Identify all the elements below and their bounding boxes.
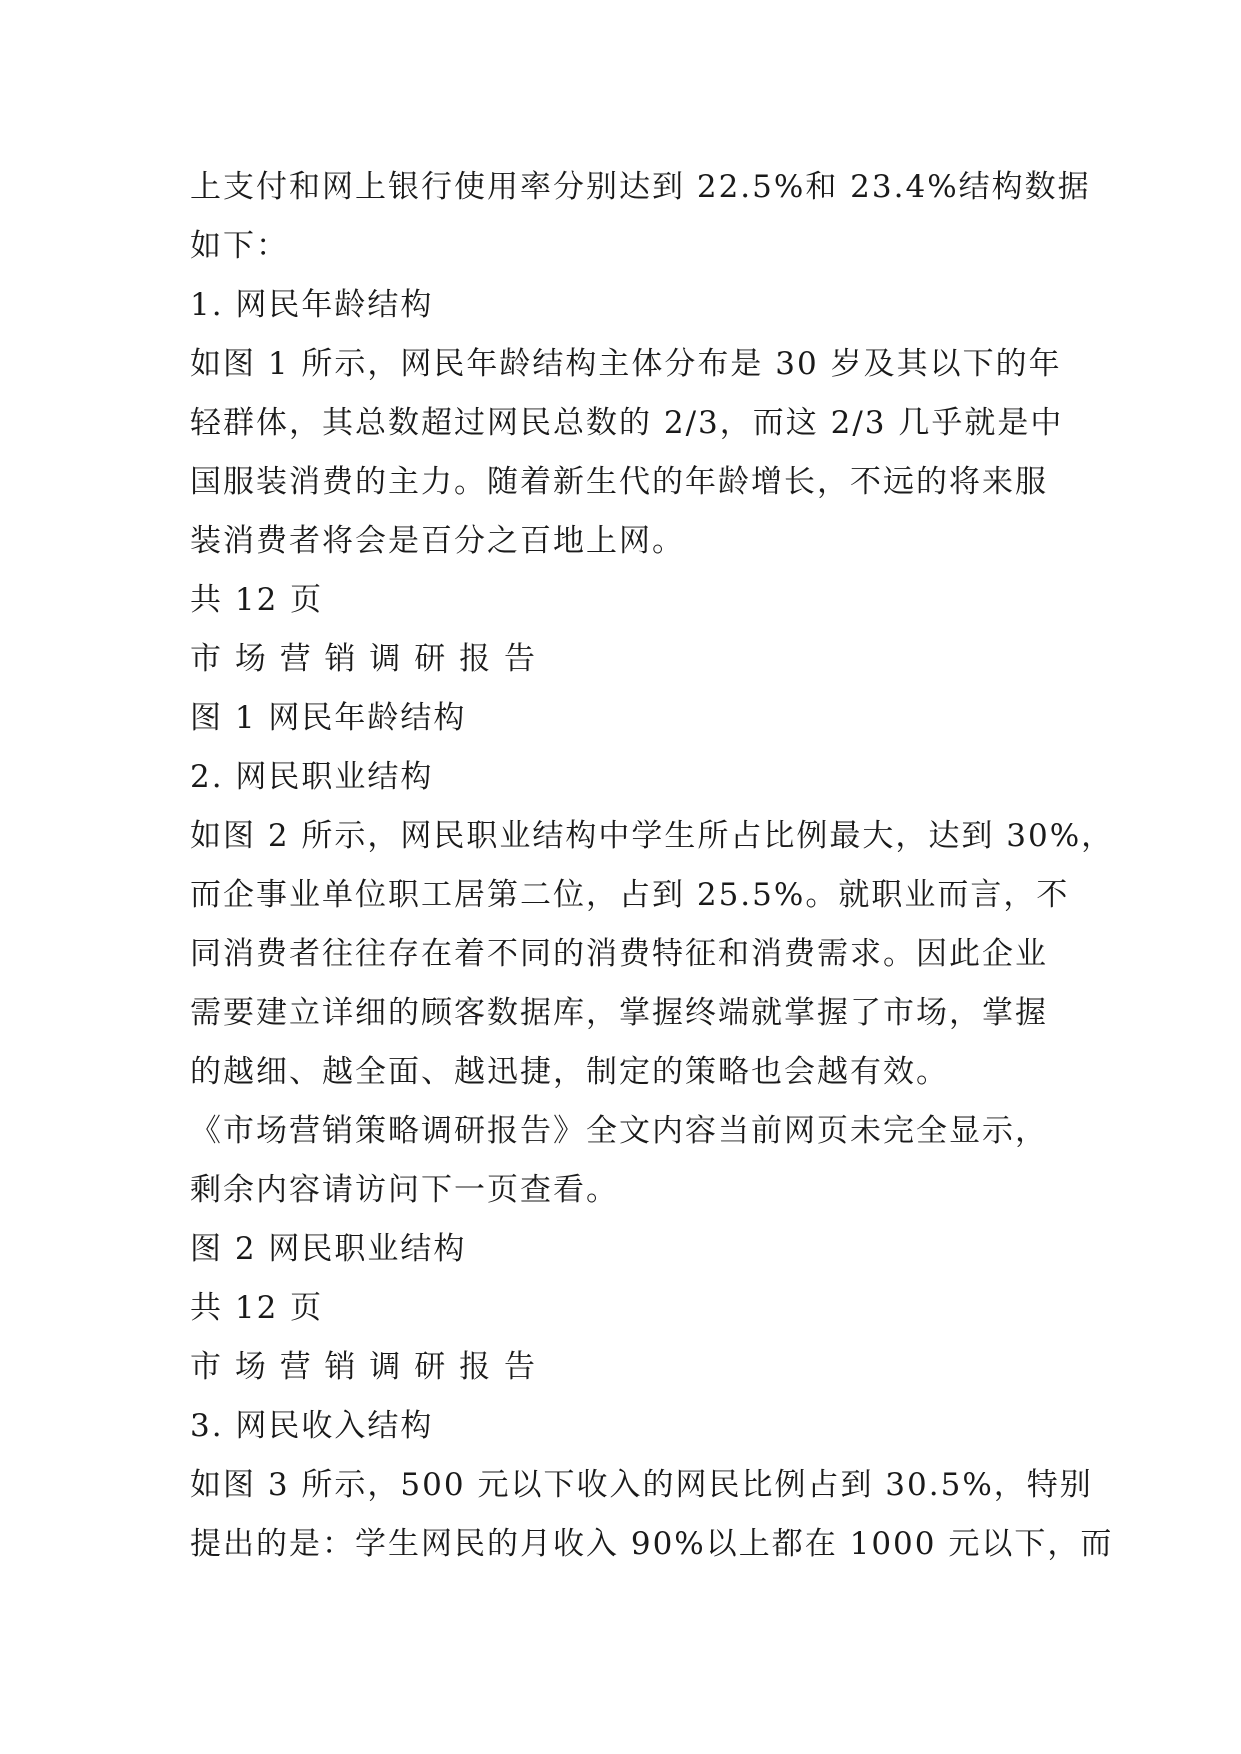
paragraph-line: 如图 2 所示，网民职业结构中学生所占比例最大，达到 30%， <box>190 818 1115 854</box>
page-count: 共 12 页 <box>190 582 324 618</box>
paragraph-line: 同消费者往往存在着不同的消费特征和消费需求。因此企业 <box>190 936 1048 972</box>
notice-line: 《市场营销策略调研报告》全文内容当前网页未完全显示， <box>190 1113 1048 1149</box>
section-heading: 1. 网民年龄结构 <box>190 287 434 323</box>
paragraph-line: 如图 1 所示，网民年龄结构主体分布是 30 岁及其以下的年 <box>190 346 1062 382</box>
paragraph-line: 上支付和网上银行使用率分别达到 22.5%和 23.4%结构数据 <box>190 169 1091 205</box>
section-heading: 3. 网民收入结构 <box>190 1408 434 1444</box>
paragraph-line: 需要建立详细的顾客数据库，掌握终端就掌握了市场，掌握 <box>190 995 1048 1031</box>
paragraph-line: 国服装消费的主力。随着新生代的年龄增长，不远的将来服 <box>190 464 1048 500</box>
section-heading: 2. 网民职业结构 <box>190 759 434 795</box>
notice-line: 剩余内容请访问下一页查看。 <box>190 1172 619 1208</box>
page-count: 共 12 页 <box>190 1290 324 1326</box>
paragraph-line: 如图 3 所示，500 元以下收入的网民比例占到 30.5%，特别 <box>190 1467 1093 1503</box>
paragraph-line: 轻群体，其总数超过网民总数的 2/3，而这 2/3 几乎就是中 <box>190 405 1064 441</box>
report-header: 市 场 营 销 调 研 报 告 <box>190 1349 537 1385</box>
paragraph-line: 装消费者将会是百分之百地上网。 <box>190 523 685 559</box>
paragraph-line: 提出的是：学生网民的月收入 90%以上都在 1000 元以下，而 <box>190 1526 1114 1562</box>
paragraph-line: 而企事业单位职工居第二位，占到 25.5%。就职业而言，不 <box>190 877 1070 913</box>
paragraph-line: 如下： <box>190 228 289 264</box>
figure-caption: 图 1 网民年龄结构 <box>190 700 467 736</box>
figure-caption: 图 2 网民职业结构 <box>190 1231 467 1267</box>
report-header: 市 场 营 销 调 研 报 告 <box>190 641 537 677</box>
paragraph-line: 的越细、越全面、越迅捷，制定的策略也会越有效。 <box>190 1054 949 1090</box>
document-body <box>190 158 1115 1574</box>
